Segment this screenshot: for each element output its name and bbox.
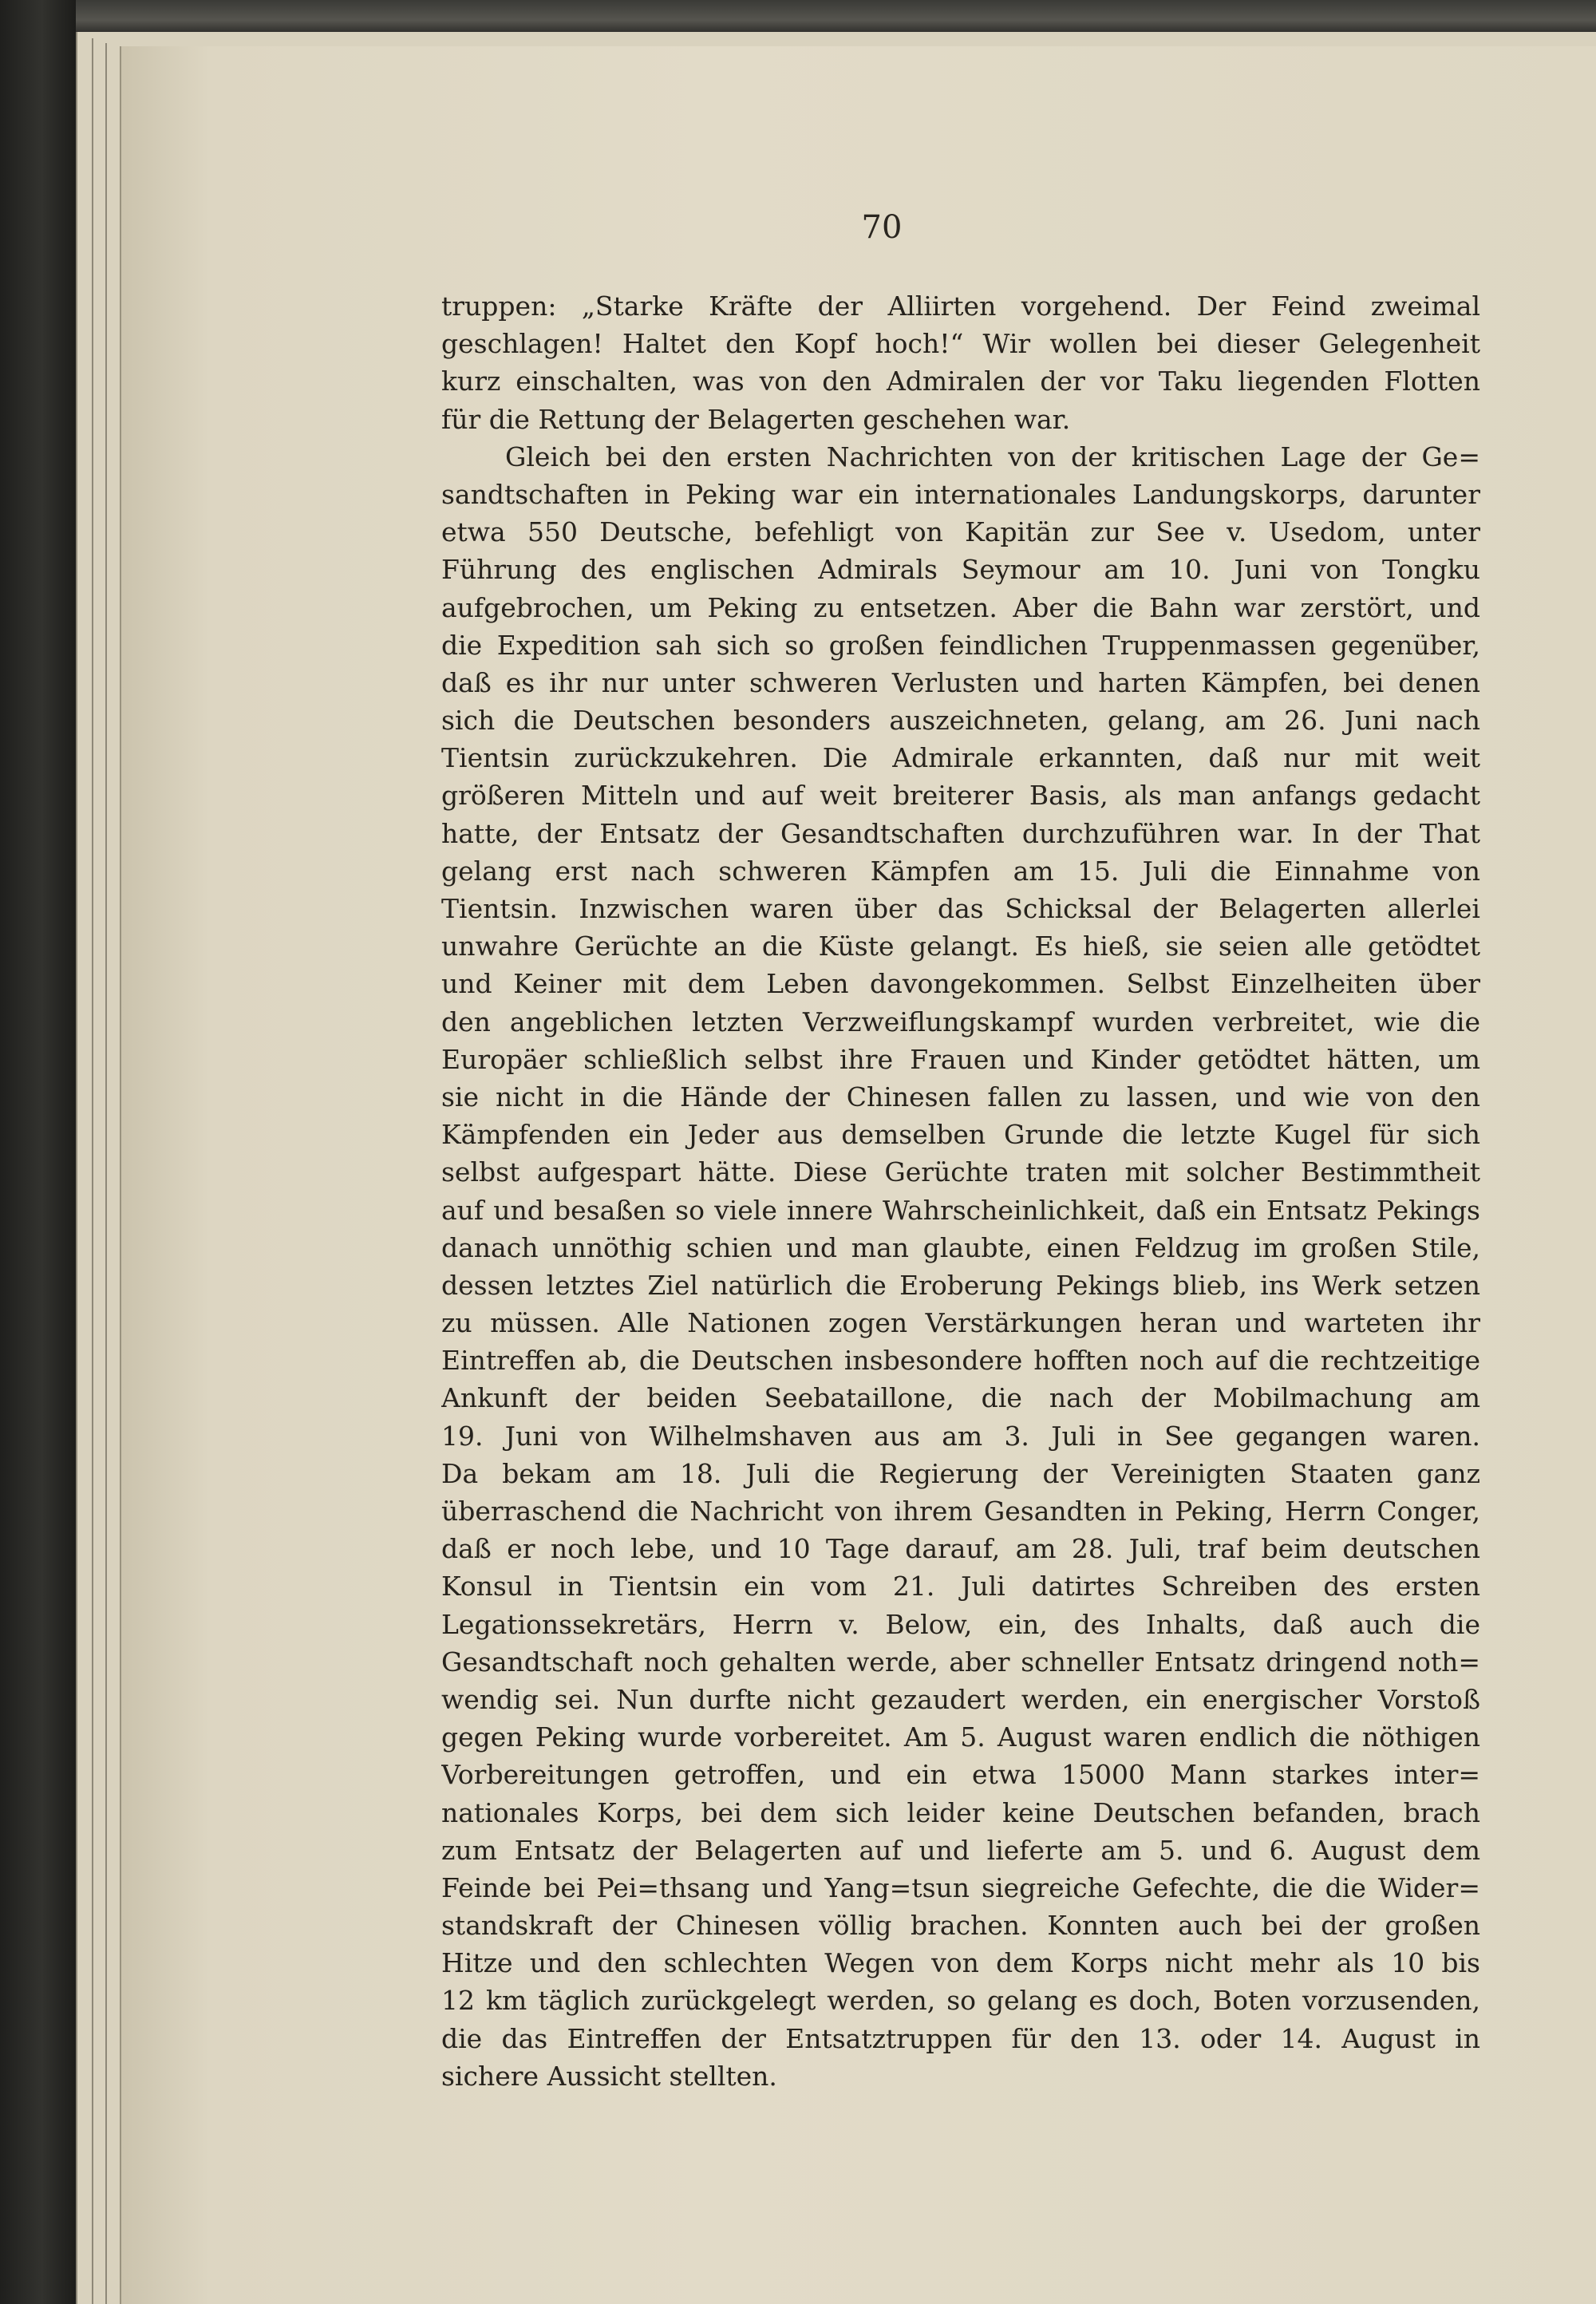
text-line: daß es ihr nur unter schweren Verlusten und harten Kämpfen, bei denen xyxy=(441,666,1480,698)
text-line: sie nicht in die Hände der Chinesen fallen zu lassen, und wie von den xyxy=(441,1081,1480,1112)
text-line: hatte, der Entsatz der Gesandtschaften durchzuführen war. In der That xyxy=(441,817,1480,849)
text-line: unwahre Gerüchte an die Küste gelangt. Es hieß, sie seien alle getödtet xyxy=(441,931,1480,962)
text-line: größeren Mitteln und auf weit breiterer Basis, als man anfangs gedacht xyxy=(441,780,1480,812)
text-line: sich die Deutschen besonders auszeichneten, gelang, am 26. Juni nach xyxy=(441,705,1480,737)
text-line: kurz einschalten, was von den Admiralen der vor Taku liegenden Flotten xyxy=(441,366,1480,397)
text-line: für die Rettung der Belagerten geschehen war. xyxy=(441,403,1071,435)
text-line: danach unnöthig schien und man glaubte, einen Feldzug im großen Stile, xyxy=(441,1231,1480,1263)
text-line: standskraft der Chinesen völlig brachen. Konnten auch bei der großen xyxy=(441,1910,1480,1942)
text-line: auf und besaßen so viele innere Wahrscheinlichkeit, daß ein Entsatz Pekings xyxy=(441,1194,1480,1226)
text-line: und Keiner mit dem Leben davongekommen. Selbst Einzelheiten über xyxy=(441,968,1480,1000)
text-line: überraschend die Nachricht von ihrem Gesandten in Peking, Herrn Conger, xyxy=(441,1496,1480,1527)
text-line: Hitze und den schlechten Wegen von dem Korps nicht mehr als 10 bis xyxy=(441,1947,1480,1979)
text-line: zum Entsatz der Belagerten auf und lieferte am 5. und 6. August dem xyxy=(441,1834,1480,1866)
text-line: etwa 550 Deutsche, befehligt von Kapitän zur See v. Usedom, unter xyxy=(441,516,1480,548)
text-line: geschlagen! Haltet den Kopf hoch!“ Wir wollen bei dieser Gelegenheit xyxy=(441,328,1480,360)
text-line: die das Eintreffen der Entsatztruppen für den 13. oder 14. August in xyxy=(441,2022,1480,2054)
text-line: sichere Aussicht stellten. xyxy=(441,2060,777,2092)
page-number: 70 xyxy=(861,209,903,246)
text-line: Tientsin zurückzukehren. Die Admirale erkannten, daß nur mit weit xyxy=(441,742,1480,774)
text-line: Legationssekretärs, Herrn v. Below, ein, des Inhalts, daß auch die xyxy=(441,1608,1480,1640)
text-line: Feinde bei Pei=thsang und Yang=tsun siegreiche Gefechte, die die Wider= xyxy=(441,1871,1480,1903)
text-line: Führung des englischen Admirals Seymour am 10. Juni von Tongku xyxy=(441,554,1480,586)
text-line: sandtschaften in Peking war ein internationales Landungskorps, darunter xyxy=(441,478,1480,510)
text-line: Europäer schließlich selbst ihre Frauen und Kinder getödtet hätten, um xyxy=(441,1043,1480,1075)
text-line: den angeblichen letzten Verzweiflungskampf wurden verbreitet, wie die xyxy=(441,1006,1480,1037)
text-line: Tientsin. Inzwischen waren über das Schicksal der Belagerten allerlei xyxy=(441,893,1480,924)
text-line: selbst aufgespart hätte. Diese Gerüchte traten mit solcher Bestimmtheit xyxy=(441,1156,1480,1188)
body-text xyxy=(441,287,1480,2095)
book-binding xyxy=(0,0,76,2304)
text-line: gegen Peking wurde vorbereitet. Am 5. August waren endlich die nöthigen xyxy=(441,1721,1480,1753)
text-line: Vorbereitungen getroffen, und ein etwa 15000 Mann starkes inter= xyxy=(441,1759,1480,1791)
text-line: aufgebrochen, um Peking zu entsetzen. Aber die Bahn war zerstört, und xyxy=(441,591,1480,623)
text-line: Konsul in Tientsin ein vom 21. Juli datirtes Schreiben des ersten xyxy=(441,1571,1480,1603)
text-line: 19. Juni von Wilhelmshaven aus am 3. Juli in See gegangen waren. xyxy=(441,1420,1480,1452)
text-line: nationales Korps, bei dem sich leider keine Deutschen befanden, brach xyxy=(441,1796,1480,1828)
text-line: Ankunft der beiden Seebataillone, die nach der Mobilmachung am xyxy=(441,1382,1480,1414)
text-line: wendig sei. Nun durfte nicht gezaudert werden, ein energischer Vorstoß xyxy=(441,1683,1480,1715)
text-line: die Expedition sah sich so großen feindlichen Truppenmassen gegenüber, xyxy=(441,629,1480,661)
scanner-top-edge xyxy=(0,0,1596,34)
text-line: Kämpfenden ein Jeder aus demselben Grunde die letzte Kugel für sich xyxy=(441,1119,1480,1151)
text-line: daß er noch lebe, und 10 Tage darauf, am 28. Juli, traf beim deutschen xyxy=(441,1533,1480,1565)
text-line: Gleich bei den ersten Nachrichten von der kritischen Lage der Ge= xyxy=(505,441,1480,472)
text-line: truppen: „Starke Kräfte der Alliirten vorgehend. Der Feind zweimal xyxy=(441,290,1480,322)
text-line: 12 km täglich zurückgelegt werden, so gelang es doch, Boten vorzusenden, xyxy=(441,1985,1480,2017)
text-line: zu müssen. Alle Nationen zogen Verstärkungen heran und warteten ihr xyxy=(441,1307,1480,1339)
text-line: Gesandtschaft noch gehalten werde, aber schneller Entsatz dringend noth= xyxy=(441,1646,1480,1678)
text-line: gelang erst nach schweren Kämpfen am 15. Juli die Einnahme von xyxy=(441,855,1480,887)
text-line: dessen letztes Ziel natürlich die Eroberung Pekings blieb, ins Werk setzen xyxy=(441,1269,1480,1301)
text-line: Eintreffen ab, die Deutschen insbesondere hofften noch auf die rechtzeitige xyxy=(441,1345,1480,1377)
text-line: Da bekam am 18. Juli die Regierung der Vereinigten Staaten ganz xyxy=(441,1457,1480,1489)
